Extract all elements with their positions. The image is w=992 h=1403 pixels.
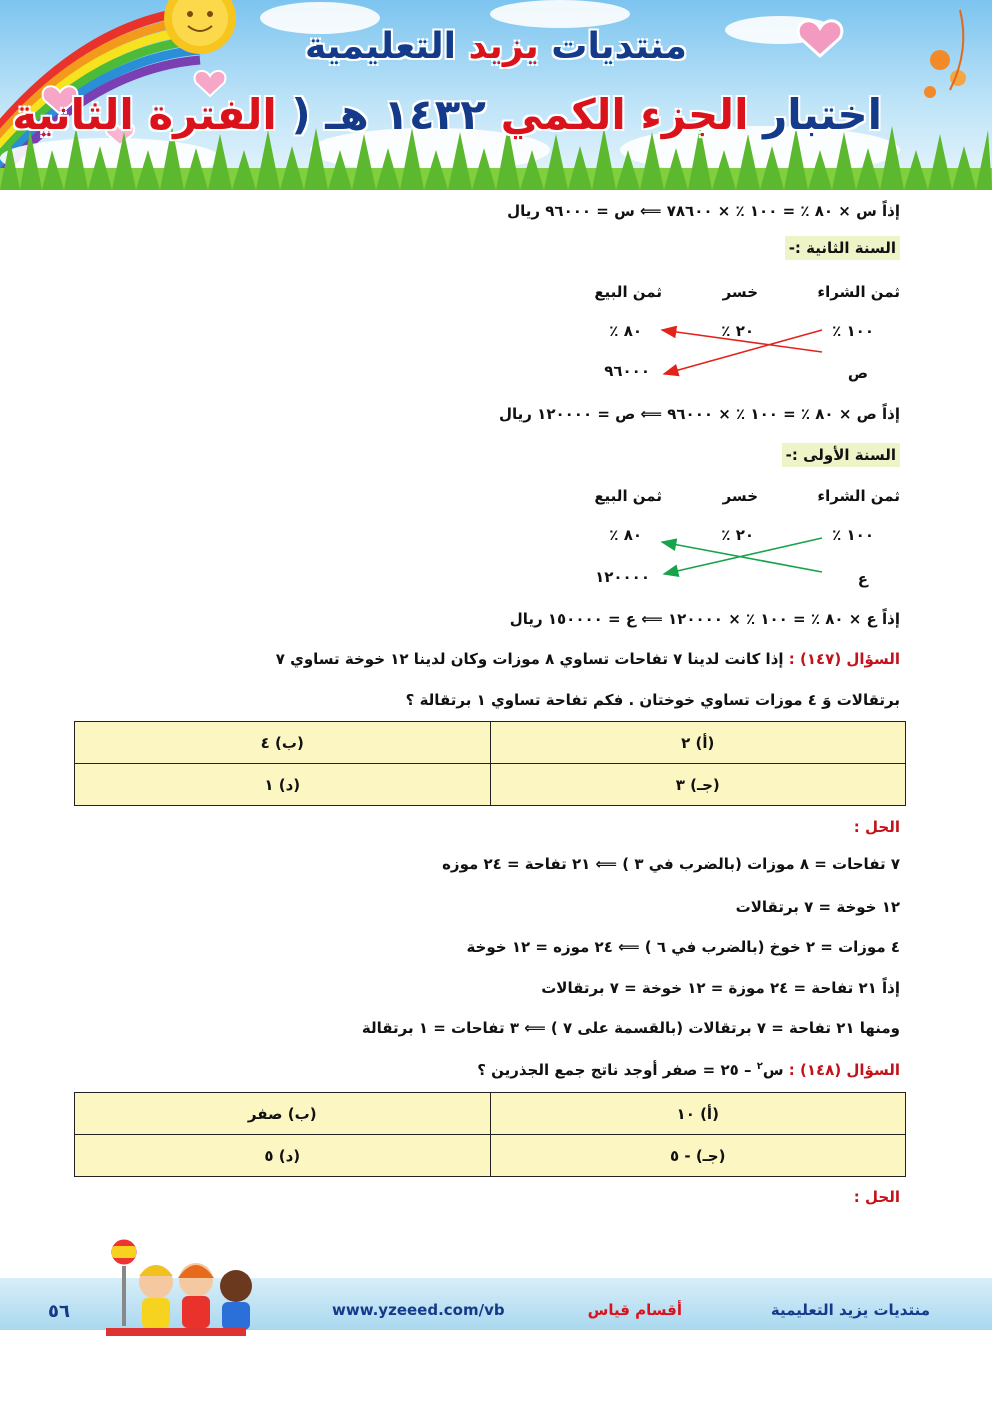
year1-sell-pct: ٨٠ ٪: [609, 526, 642, 544]
year2-cross-arrows: [640, 326, 850, 386]
year1-heading-text: السنة الأولى :-: [782, 443, 900, 467]
year2-heading-text: السنة الثانية :-: [785, 236, 900, 260]
option-c[interactable]: (جـ) - ٥: [490, 1135, 906, 1177]
option-b[interactable]: (ب) ٤: [75, 722, 491, 764]
question-148-label: السؤال (١٤٨) :: [788, 1061, 900, 1079]
page-header-banner: [0, 0, 992, 190]
option-d[interactable]: (د) ١: [75, 764, 491, 806]
question-147: [276, 650, 900, 668]
footer-site-name: منتديات يزيد التعليمية: [770, 1301, 930, 1319]
question-148-variable: س: [762, 1061, 784, 1079]
solution-147-line: ١٢ خوخة = ٧ برتقالات: [735, 898, 900, 916]
question-147-text-line1: إذا كانت لدينا ٧ تفاحات تساوي ٨ موزات وكان لدينا ١٢ خوخة تساوي ٧: [275, 650, 784, 668]
page-number: ٥٦: [48, 1301, 70, 1322]
solution-line-x: إذاً س × ٨٠ ٪ = ١٠٠ ٪ × ٧٨٦٠٠ ⟸ س = ٩٦٠٠٠ ريال: [507, 202, 900, 220]
year1-col-sell: ثمن البيع: [594, 487, 662, 505]
year2-arrow-2: [664, 330, 822, 374]
option-a[interactable]: (أ) ٢: [490, 722, 906, 764]
question-148-exponent: ٢: [756, 1061, 763, 1072]
year2-col-buy: ثمن الشراء: [817, 283, 900, 301]
solution-147-line: ٧ تفاحات = ٨ موزات (بالضرب في ٣ ) ⟸ ٢١ تفاحة = ٢٤ موزه: [442, 855, 900, 873]
year1-buy-pct: ١٠٠ ٪: [832, 526, 874, 544]
question-147-text-line2: برتقالات وَ ٤ موزات تساوي خوختان . فكم تفاحة تساوي ١ برتقالة ؟: [405, 691, 900, 709]
solution-line-z: إذاً ع × ٨٠ ٪ = ١٠٠ ٪ × ١٢٠٠٠٠ ⟸ ع = ١٥٠٠٠٠ ريال: [509, 610, 900, 628]
option-c[interactable]: (جـ) ٣: [490, 764, 906, 806]
year2-loss-pct: ٢٠ ٪: [721, 322, 754, 340]
year1-cross-arrows: [640, 532, 850, 592]
question-148-options: [74, 1092, 906, 1177]
solution-147-line: ومنها ٢١ تفاحة = ٧ برتقالات (بالقسمة على ٧ ) ⟸ ٣ تفاحات = ١ برتقالة: [361, 1019, 900, 1037]
question-148-text: – ٢٥ = صفر أوجد ناتج جمع الجذرين ؟: [477, 1061, 752, 1079]
site-title-word1: منتديات: [551, 26, 687, 67]
year2-col-loss: خسر: [722, 283, 758, 301]
exam-title-part4: الفترة الثانية: [12, 90, 277, 139]
kids-illustration: [96, 1236, 266, 1348]
question-148: [477, 1061, 900, 1079]
site-title: [0, 26, 992, 67]
year1-loss-pct: ٢٠ ٪: [721, 526, 754, 544]
year2-col-sell: ثمن البيع: [594, 283, 662, 301]
exam-title-part3: ١٤٣٢ هـ (: [291, 90, 486, 139]
year2-buy-variable: ص: [847, 364, 868, 382]
solution-147-line: ٤ موزات = ٢ خوخ (بالضرب في ٦ ) ⟸ ٢٤ موزه = ١٢ خوخة: [466, 938, 900, 956]
year1-sell-value: ١٢٠٠٠٠: [595, 568, 650, 586]
year2-heading: [785, 239, 900, 257]
site-title-word3: التعليمية: [305, 26, 456, 67]
page-footer: [0, 1228, 992, 1348]
year1-heading: [782, 446, 900, 464]
exam-title: [0, 90, 882, 139]
year1-col-buy: ثمن الشراء: [817, 487, 900, 505]
year2-sell-pct: ٨٠ ٪: [609, 322, 642, 340]
footer-url[interactable]: www.yzeeed.com/vb: [332, 1301, 505, 1319]
site-title-word2: يزيد: [468, 26, 539, 67]
exam-title-part2: الجزء الكمي: [500, 90, 749, 139]
year1-arrow-2: [664, 538, 822, 574]
exam-title-part1: اختبار: [763, 90, 882, 139]
option-a[interactable]: (أ) ١٠: [490, 1093, 906, 1135]
solution-148-heading: الحل :: [853, 1188, 900, 1206]
solution-line-y: إذاً ص × ٨٠ ٪ = ١٠٠ ٪ × ٩٦٠٠٠ ⟸ ص = ١٢٠٠٠٠ ريال: [499, 405, 900, 423]
option-b[interactable]: (ب) صفر: [75, 1093, 491, 1135]
question-147-label: السؤال (١٤٧) :: [788, 650, 900, 668]
question-147-options: [74, 721, 906, 806]
year1-buy-variable: ع: [857, 570, 868, 588]
footer-section: أقسام قياس: [587, 1301, 682, 1319]
year2-buy-pct: ١٠٠ ٪: [832, 322, 874, 340]
year2-sell-value: ٩٦٠٠٠: [604, 362, 650, 380]
option-d[interactable]: (د) ٥: [75, 1135, 491, 1177]
year1-col-loss: خسر: [722, 487, 758, 505]
solution-147-line: إذاً ٢١ تفاحة = ٢٤ موزة = ١٢ خوخة = ٧ برتقالات: [541, 979, 900, 997]
year2-arrow-1: [662, 330, 822, 352]
solution-147-heading: الحل :: [853, 818, 900, 836]
